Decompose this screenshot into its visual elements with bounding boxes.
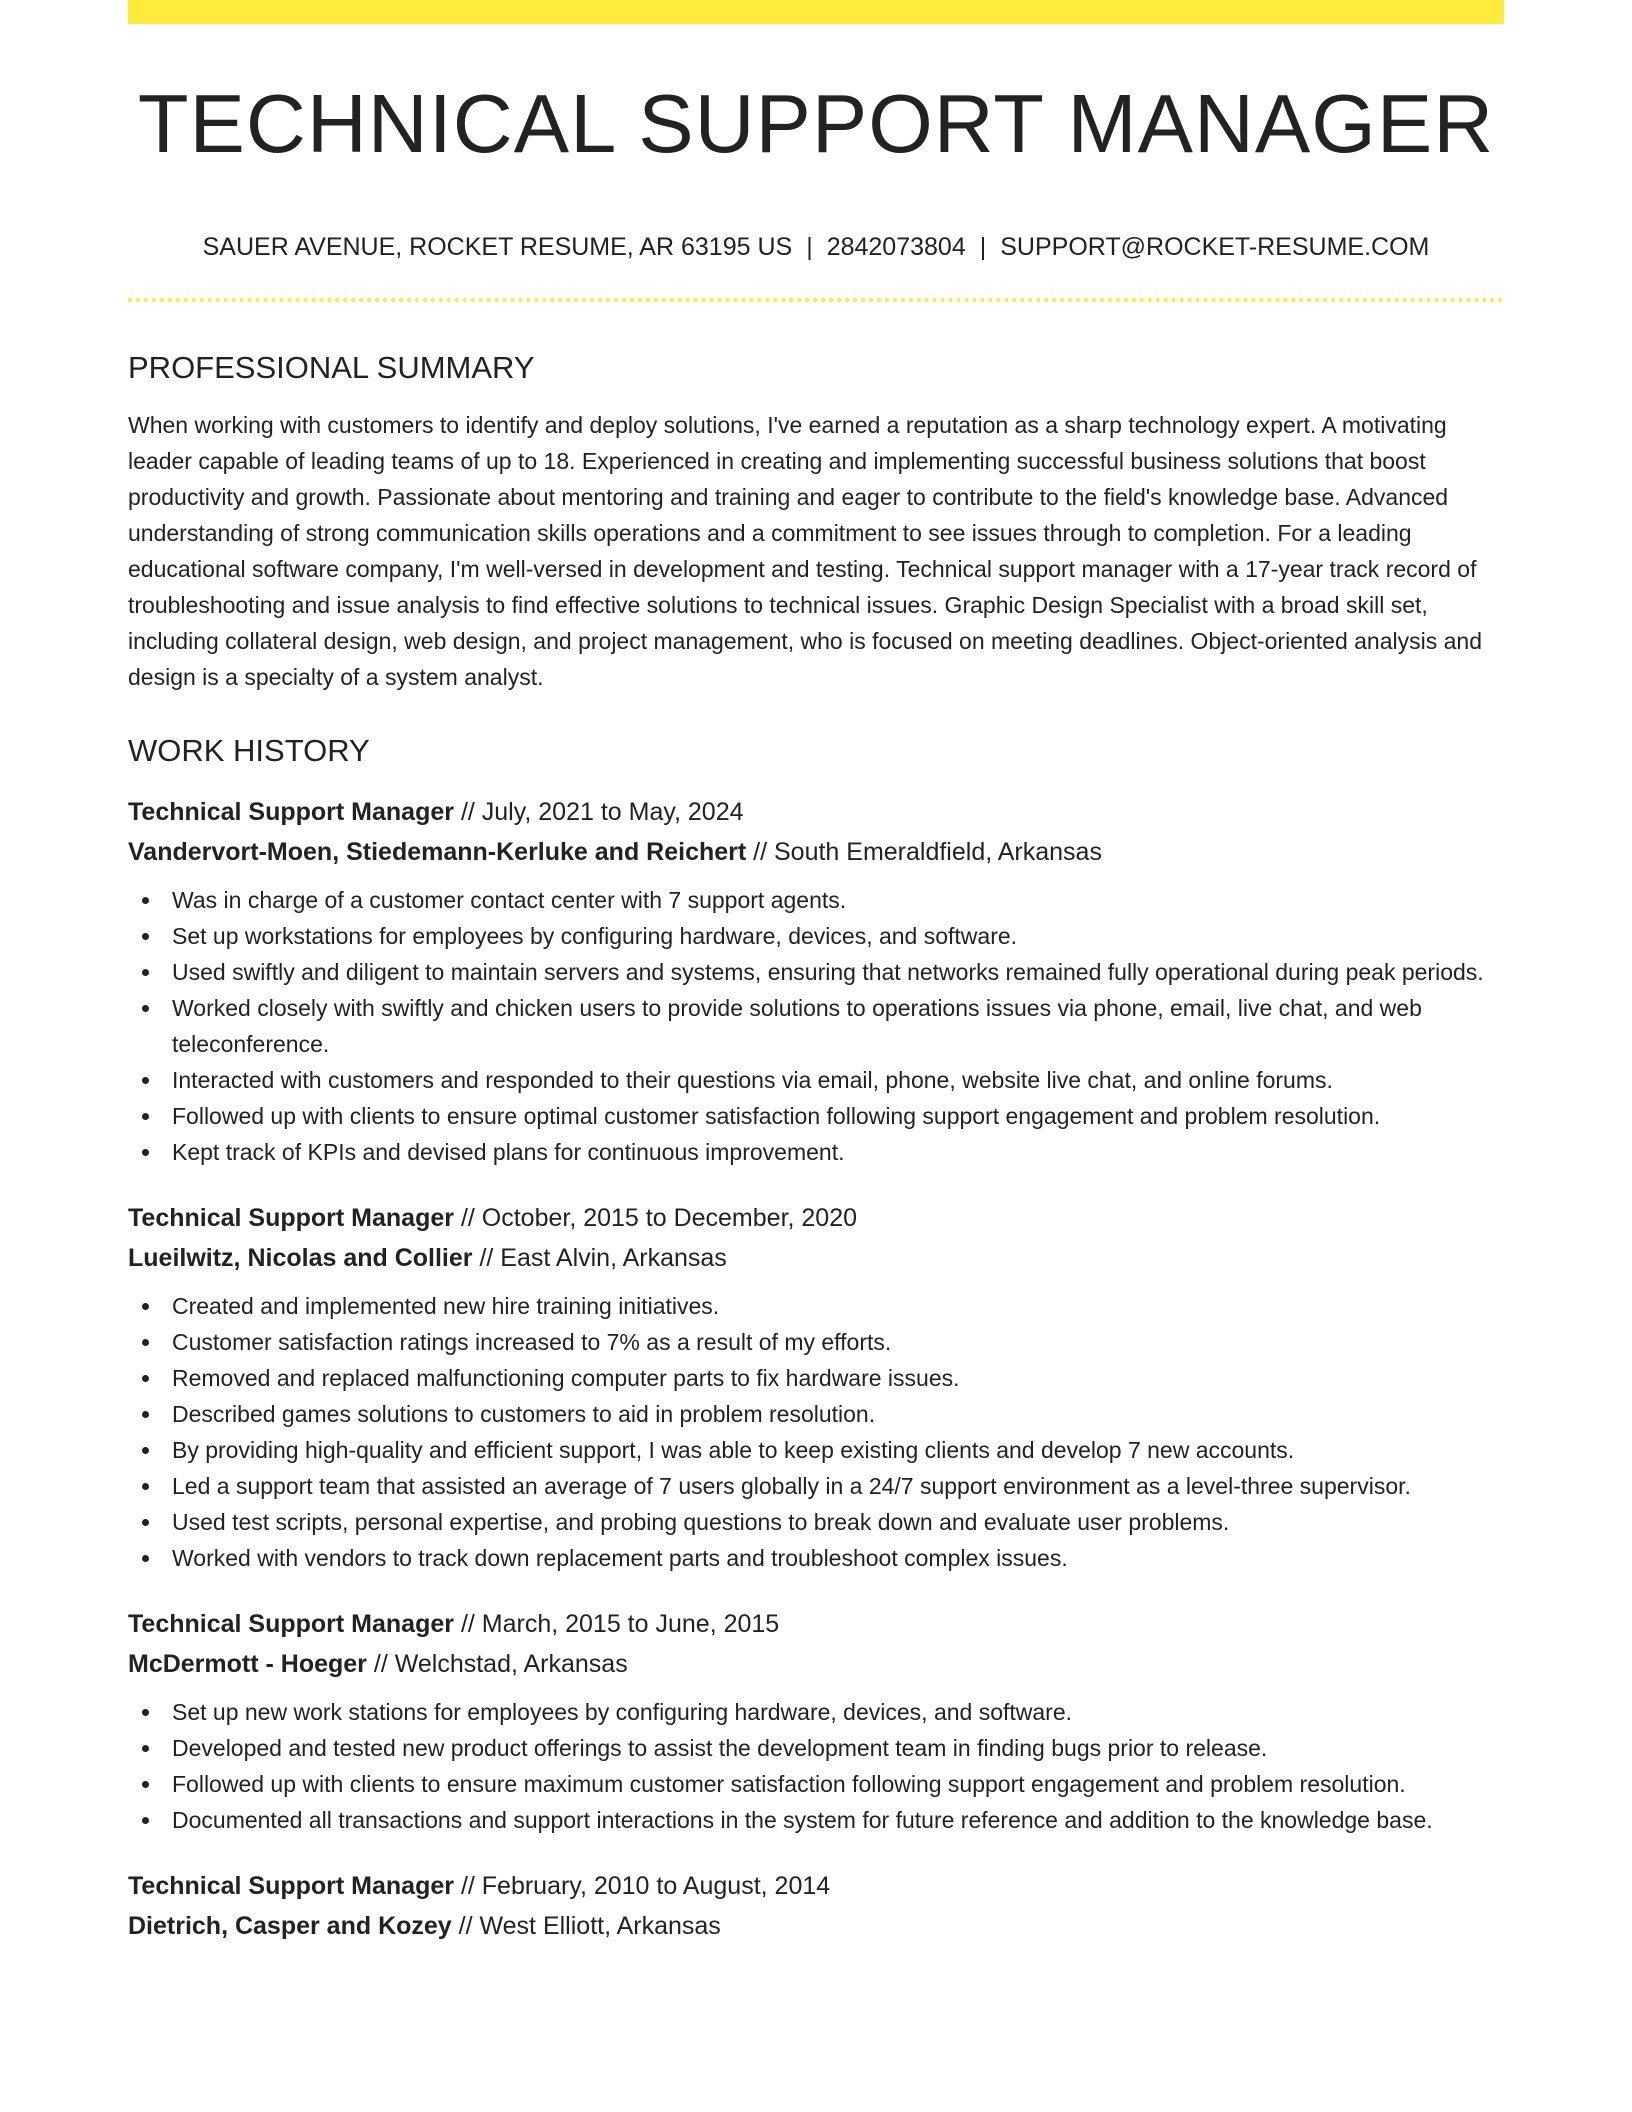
- bullet-dot-icon: [142, 933, 149, 940]
- summary-heading: PROFESSIONAL SUMMARY: [128, 350, 535, 385]
- bullet-dot-icon: [142, 1339, 149, 1346]
- job-entry: [128, 1866, 1504, 1946]
- job-dates: // October, 2015 to December, 2020: [460, 1204, 858, 1232]
- work-history-list: [128, 792, 1504, 1946]
- bullet-text: Used test scripts, personal expertise, and probing questions to break down and evaluate user problems.: [172, 1509, 1230, 1535]
- list-item: [128, 1098, 1504, 1134]
- list-item: [128, 990, 1504, 1062]
- bullet-dot-icon: [142, 1113, 149, 1120]
- list-item: [128, 882, 1504, 918]
- job-entry: [128, 1604, 1504, 1838]
- bullet-text: By providing high-quality and efficient support, I was able to keep existing clients and develop 7 new accounts.: [172, 1437, 1295, 1463]
- bullet-dot-icon: [142, 1375, 149, 1382]
- bullet-dot-icon: [142, 1781, 149, 1788]
- contact-line: [128, 235, 1504, 260]
- job-bullet-list: [128, 882, 1504, 1170]
- bullet-text: Worked with vendors to track down replacement parts and troubleshoot complex issues.: [172, 1545, 1068, 1571]
- job-company-line: [128, 1238, 1504, 1278]
- contact-address: SAUER AVENUE, ROCKET RESUME, AR 63195 US: [202, 233, 793, 261]
- job-location: // East Alvin, Arkansas: [479, 1244, 727, 1272]
- dotted-divider: [128, 298, 1504, 302]
- list-item: [128, 1288, 1504, 1324]
- list-item: [128, 1062, 1504, 1098]
- job-company: McDermott - Hoeger: [128, 1650, 367, 1678]
- resume-title: TECHNICAL SUPPORT MANAGER: [137, 77, 1495, 170]
- contact-separator: |: [979, 233, 987, 261]
- list-item: [128, 1540, 1504, 1576]
- list-item: [128, 1694, 1504, 1730]
- bullet-text: Described games solutions to customers to aid in problem resolution.: [172, 1401, 876, 1427]
- job-title: Technical Support Manager: [128, 798, 454, 826]
- job-title: Technical Support Manager: [128, 1204, 454, 1232]
- summary-text: When working with customers to identify and deploy solutions, I've earned a reputation as a sharp technology expert. A motivating leader capable of leading teams of up to 18. Experienced in creating and implementing successful business solutions that boost productivity and growth. Passionate about mentoring and training and eager to contribute to the field's knowledge base. Advanced understanding of strong communication skills operations and a commitment to see issues through to completion. For a leading educational software company, I'm well-versed in development and testing. Technical support manager with a 17-year track record of troubleshooting and issue analysis to find effective solutions to technical issues. Graphic Design Specialist with a broad skill set, including collateral design, web design, and project management, who is focused on meeting deadlines. Object-oriented analysis and design is a specialty of a system analyst.: [128, 412, 1482, 690]
- bullet-text: Interacted with customers and responded to their questions via email, phone, website live chat, and online forums.: [172, 1067, 1333, 1093]
- list-item: [128, 1432, 1504, 1468]
- job-entry: [128, 1198, 1504, 1576]
- bullet-dot-icon: [142, 1745, 149, 1752]
- accent-top-bar: [128, 0, 1504, 24]
- list-item: [128, 1802, 1504, 1838]
- job-location: // Welchstad, Arkansas: [373, 1650, 628, 1678]
- list-item: [128, 1766, 1504, 1802]
- job-location: // West Elliott, Arkansas: [458, 1912, 721, 1940]
- list-item: [128, 1730, 1504, 1766]
- job-entry: [128, 792, 1504, 1170]
- bullet-dot-icon: [142, 1555, 149, 1562]
- contact-separator: |: [806, 233, 813, 261]
- bullet-dot-icon: [142, 1817, 149, 1824]
- job-bullet-list: [128, 1288, 1504, 1576]
- job-company: Lueilwitz, Nicolas and Collier: [128, 1244, 473, 1272]
- job-title-line: [128, 792, 1504, 832]
- job-company: Dietrich, Casper and Kozey: [128, 1912, 452, 1940]
- list-item: [128, 1134, 1504, 1170]
- job-title: Technical Support Manager: [128, 1872, 454, 1900]
- bullet-dot-icon: [142, 1005, 149, 1012]
- bullet-text: Followed up with clients to ensure maximum customer satisfaction following support engagement and problem resolution.: [172, 1771, 1406, 1797]
- job-company-line: [128, 832, 1504, 872]
- list-item: [128, 1324, 1504, 1360]
- list-item: [128, 918, 1504, 954]
- job-title-line: [128, 1198, 1504, 1238]
- list-item: [128, 1360, 1504, 1396]
- bullet-text: Customer satisfaction ratings increased to 7% as a result of my efforts.: [172, 1329, 892, 1355]
- bullet-text: Developed and tested new product offerings to assist the development team in finding bugs prior to release.: [172, 1735, 1268, 1761]
- bullet-text: Led a support team that assisted an average of 7 users globally in a 24/7 support environment as a level-three supervisor.: [172, 1473, 1411, 1499]
- list-item: [128, 954, 1504, 990]
- bullet-dot-icon: [142, 1709, 149, 1716]
- bullet-dot-icon: [142, 1411, 149, 1418]
- bullet-dot-icon: [142, 1519, 149, 1526]
- bullet-text: Worked closely with swiftly and chicken users to provide solutions to operations issues via phone, email, live chat, and web teleconference.: [172, 995, 1422, 1057]
- bullet-text: Followed up with clients to ensure optimal customer satisfaction following support engagement and problem resolution.: [172, 1103, 1381, 1129]
- job-title-line: [128, 1866, 1504, 1906]
- bullet-dot-icon: [142, 969, 149, 976]
- list-item: [128, 1504, 1504, 1540]
- bullet-text: Used swiftly and diligent to maintain servers and systems, ensuring that networks remained fully operational during peak periods.: [172, 959, 1484, 985]
- job-title-line: [128, 1604, 1504, 1644]
- work-history-heading: WORK HISTORY: [128, 733, 370, 768]
- resume-page: [128, 0, 1504, 1946]
- bullet-dot-icon: [142, 897, 149, 904]
- bullet-text: Set up new work stations for employees by configuring hardware, devices, and software.: [172, 1699, 1073, 1725]
- job-title: Technical Support Manager: [128, 1610, 454, 1638]
- job-company: Vandervort-Moen, Stiedemann-Kerluke and Reichert: [128, 838, 747, 866]
- job-company-line: [128, 1906, 1504, 1946]
- job-company-line: [128, 1644, 1504, 1684]
- job-location: // South Emeraldfield, Arkansas: [753, 838, 1102, 866]
- bullet-text: Kept track of KPIs and devised plans for continuous improvement.: [172, 1139, 845, 1165]
- job-dates: // February, 2010 to August, 2014: [460, 1872, 831, 1900]
- bullet-text: Was in charge of a customer contact center with 7 support agents.: [172, 887, 847, 913]
- bullet-dot-icon: [142, 1483, 149, 1490]
- list-item: [128, 1468, 1504, 1504]
- contact-phone: 2842073804: [826, 233, 966, 261]
- job-dates: // March, 2015 to June, 2015: [460, 1610, 780, 1638]
- list-item: [128, 1396, 1504, 1432]
- job-bullet-list: [128, 1694, 1504, 1838]
- bullet-dot-icon: [142, 1447, 149, 1454]
- bullet-text: Documented all transactions and support interactions in the system for future reference and addition to the knowledge base.: [172, 1807, 1433, 1833]
- bullet-text: Created and implemented new hire training initiatives.: [172, 1293, 720, 1319]
- bullet-text: Set up workstations for employees by configuring hardware, devices, and software.: [172, 923, 1018, 949]
- job-dates: // July, 2021 to May, 2024: [460, 798, 744, 826]
- bullet-dot-icon: [142, 1077, 149, 1084]
- bullet-dot-icon: [142, 1303, 149, 1310]
- contact-email[interactable]: SUPPORT@ROCKET-RESUME.COM: [1000, 233, 1430, 261]
- bullet-text: Removed and replaced malfunctioning computer parts to fix hardware issues.: [172, 1365, 960, 1391]
- bullet-dot-icon: [142, 1149, 149, 1156]
